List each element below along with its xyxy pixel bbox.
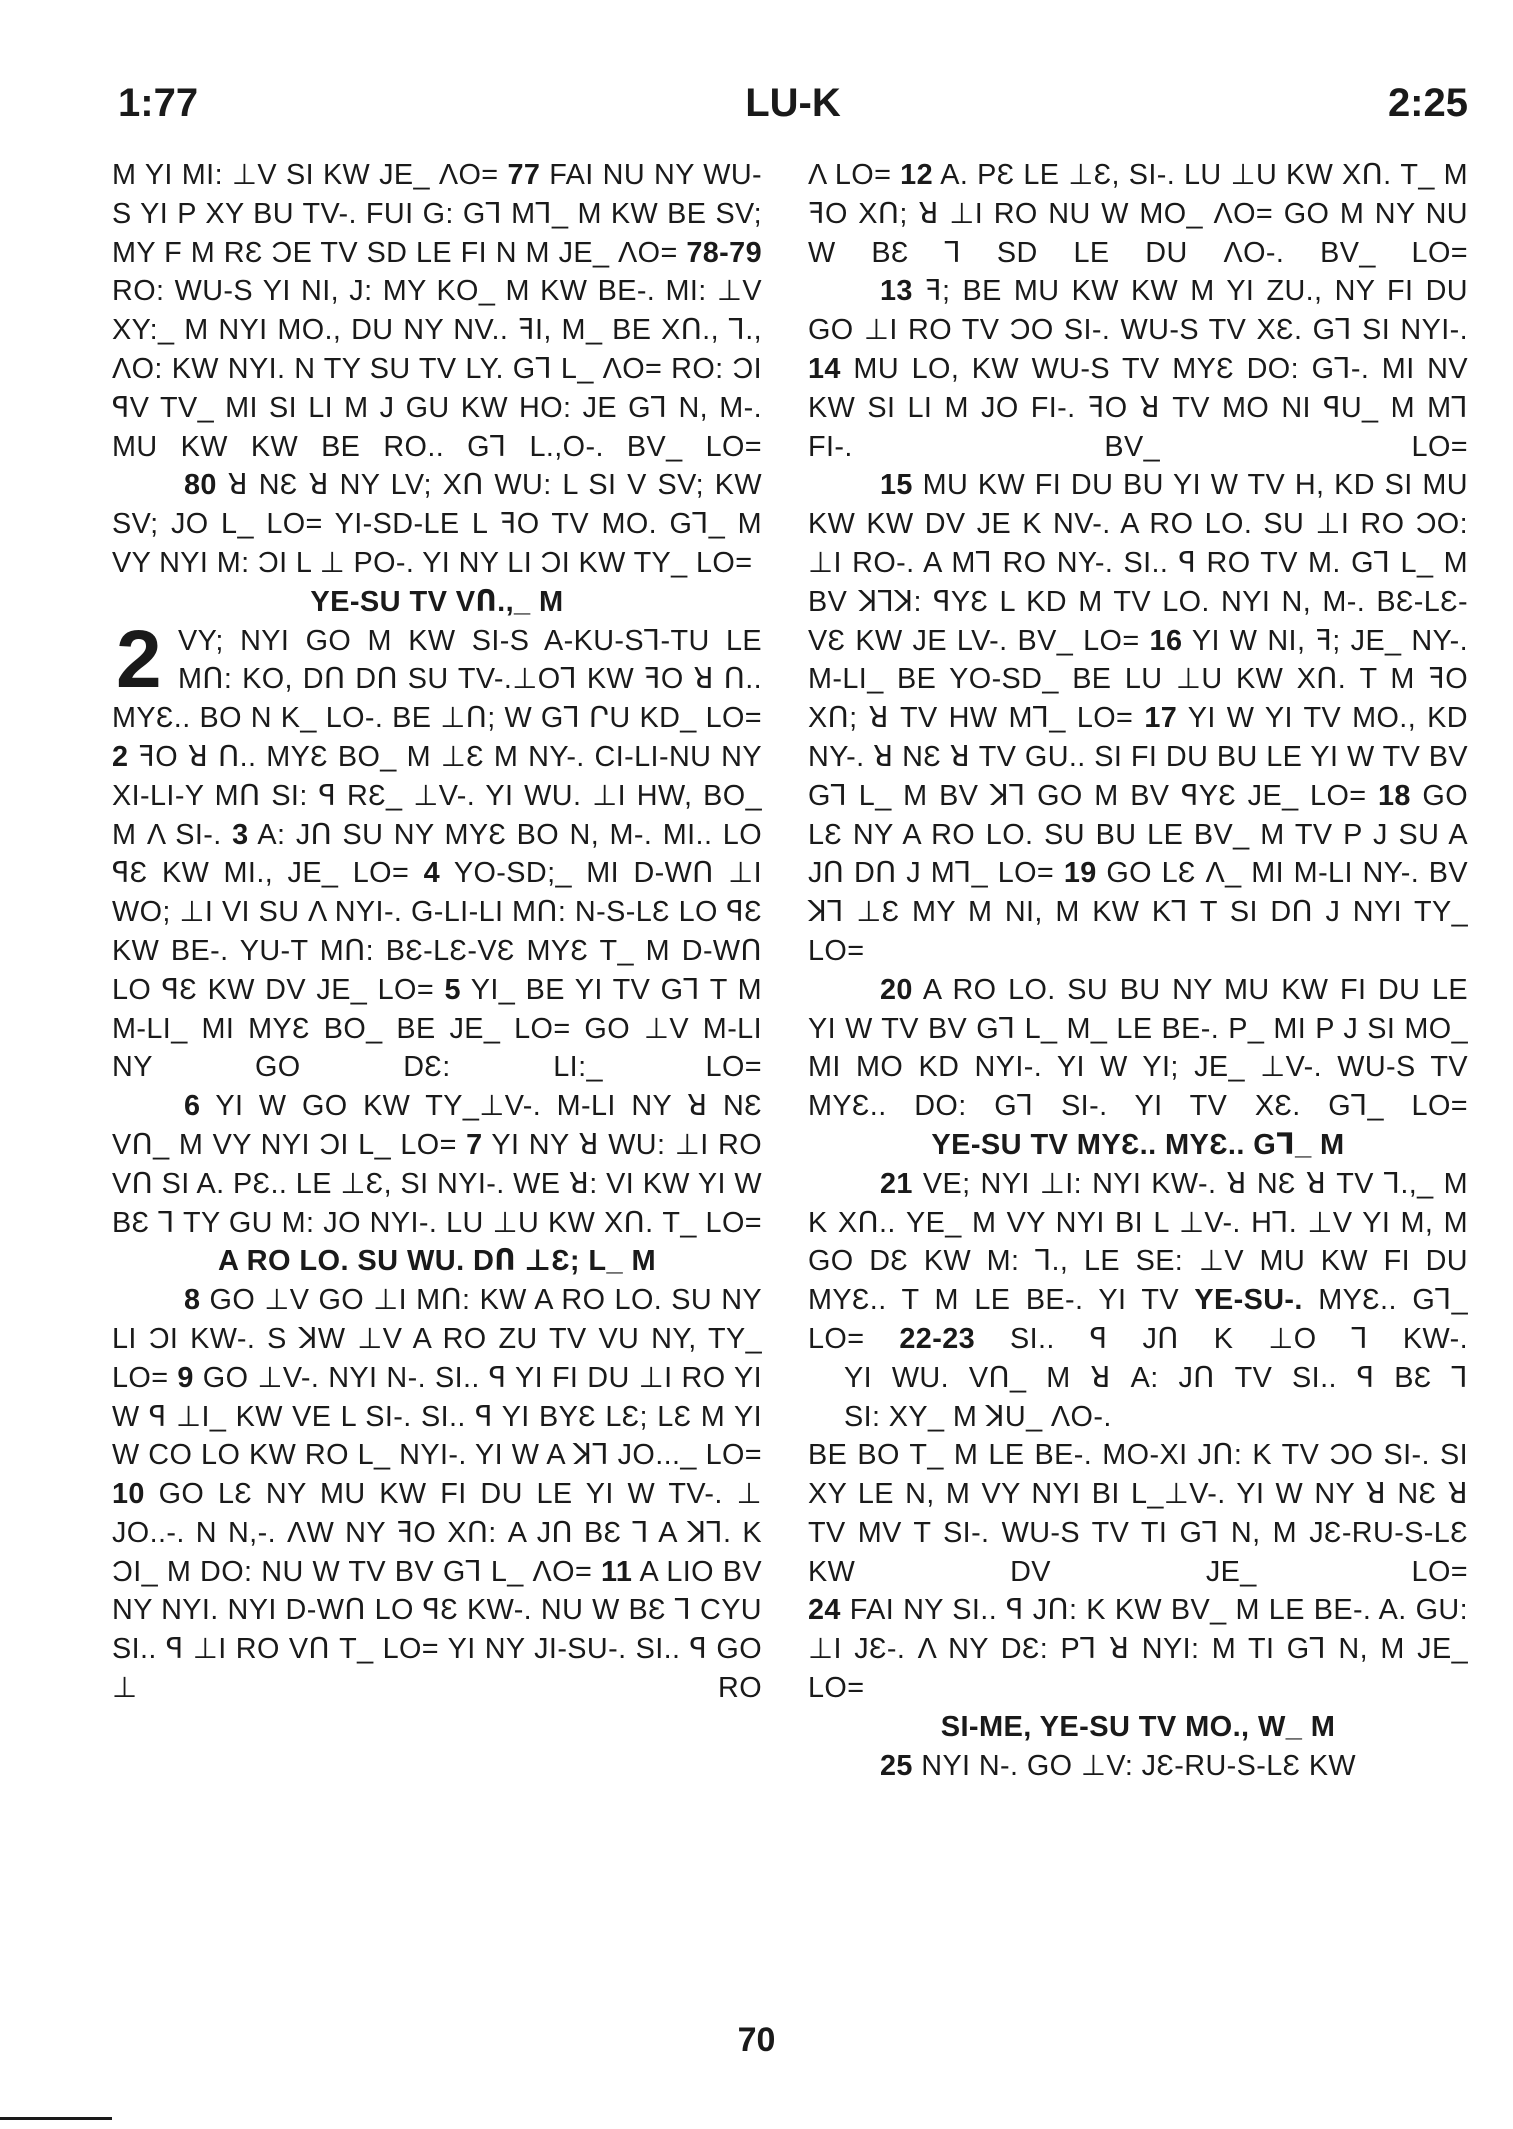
chapter-2-block [112,613,763,1088]
verse-number: 3 [232,818,249,851]
text-run: MU KW FI DU BU YI W TV H, KD SI MU KW KW DV JE K NV-. A RO LO. SU ⊥I RO ƆO: ⊥I RO-. A MꞀ RO NY-. SI.. ꟼ RO TV M. GꞀ L_ M BV ꓘ⅂ꓘ: ꟼYƐ L KD M TV LO. NYI N, M-. BƐ-LƐ-VƐ KW JE LV-. BV_ LO= [808,469,1468,657]
text-run: YI W NI, ꟻ; JE_ NY-. M-LI_ BE YO-SD_ BE LU ⊥U KW XՈ. T M ꟻO XՈ; ꓤ TV HW MꞀ_ LO= [808,624,1468,735]
verse-number: 25 [880,1749,913,1782]
text-run: YI_ BE YI TV GꞀ T M M-LI_ MI MYƐ BO_ BE JE_ LO= GO ⊥V M-LI NY GO DƐ: LI:_ LO= [112,973,763,1084]
paragraph [112,156,762,466]
verse-number: 14 [808,352,841,385]
section-heading: SI-ME, YE-SU TV MO., W_ M [940,1710,1336,1743]
right-text-column [808,156,1468,1785]
paragraph [808,1436,1468,1591]
verse-number: 78-79 [686,236,762,269]
verse-number: 4 [423,857,440,890]
page-header [118,78,1468,128]
verse-number: 80 [184,469,217,502]
paragraph [808,1747,1468,1786]
chapter-verse-end: 2:25 [1387,81,1468,125]
text-run: YI W GO KW TY_⊥V-. M-LI NY ꓤ NƐ VՈ_ M VY NYI ƆI L_ LO= [112,1090,762,1161]
verse-number: 20 [880,973,913,1006]
verse-number: 8 [184,1284,201,1317]
paragraph [112,613,763,1088]
poetry-line: YI WU. VՈ_ M ꓤ A: JՈ TV SI.. ꟼ BƐ Ꞁ [844,1361,1468,1394]
verse-number: 17 [1144,702,1178,735]
text-run: YI W YI TV MO., KD NY-. ꓤ NƐ ꓤ TV GU.. SI FI DU BU LE YI W TV BV GꞀ L_ M BV ꓘꞀ GO M BV ꟼYƐ JE_ LO= [808,702,1468,812]
text-run: ꓤ NƐ ꓤ NY LV; XՈ WU: L SI V SV; KW SV; JO L_ LO= YI-SD-LE L ꟻO TV MO. GꞀ_ M VY NYI M: ƆI L ⊥ PO-. YI NY LI ƆI KW TY_ LO= [112,469,762,579]
verse-number: 22-23 [899,1322,976,1355]
section-heading: YE-SU TV MYƐ.. MYƐ.. GꞀ_ M [931,1128,1345,1161]
footer-rule [0,2117,112,2120]
paragraph [808,1165,1468,1359]
verse-number: 9 [177,1361,194,1394]
text-run: VY; NYI GO M KW SI-S A-KU-SꞀ-TU LE MՈ: KO, DՈ DՈ SU TV-.⊥OꞀ KW ꟻO ꓤ Ո.. MYƐ.. BO N K_ LO-. BE ⊥Ո; W GꞀ ՐU KD_ LO= [112,624,762,735]
paragraph [808,156,1468,272]
text-run: YI NY ꓤ WU: ⊥I RO VՈ SI A. PƐ.. LE ⊥Ɛ, SI NYI-. WE ꓤ: VI KW YI W BƐ Ꞁ TY GU M: JO NYI-. LU ⊥U KW XՈ. T_ LO= [112,1128,762,1239]
paragraph [112,1281,762,1708]
verse-number: 2 [112,740,129,773]
section-heading: A RO LO. SU WU. DՈ ⊥Ɛ; L_ M [217,1245,657,1278]
text-run: YO-SD;_ MI D-WՈ ⊥I WO; ⊥I VI SU Λ NYI-. G-LI-LI MՈ: N-S-LƐ LO ꟼƐ KW BE-. YU-T MՈ: BƐ-LƐ-VƐ MYƐ T_ M D-WՈ LO ꟼƐ KW DV JE_ LO= [112,857,763,1006]
text-run: MYƐ.. GꞀ_ LO= [808,1284,1468,1355]
left-text-column [112,156,762,1708]
text-run: VE; NYI ⊥I: NYI KW-. ꓤ NƐ ꓤ TV Ꞁ.,_ M K XՈ.. YE_ M VY NYI BI L ⊥V-. HꞀ. ⊥V YI M, M GO DƐ KW M: Ꞁ., LE SE: ⊥V MU KW FI DU MYƐ.. T M LE BE-. YI TV [808,1167,1468,1317]
chapter-number: 2 [116,613,163,705]
text-run: ꟻ; BE MU KW KW M YI ZU., NY FI DU GO ⊥I RO TV ƆO SI-. WU-S TV XƐ. GꞀ SI NYI-. [808,275,1468,347]
verse-number: 6 [184,1090,201,1123]
book-title: LU-K [745,81,841,125]
paragraph [808,466,1468,970]
verse-number: 15 [880,469,913,502]
text-run: GO LƐ NY A RO LO. SU BU LE BV_ M TV P J SU A JՈ DՈ J MꞀ_ LO= [808,779,1469,890]
page-number: 70 [737,2021,776,2059]
verse-number: 19 [1063,857,1097,890]
text-run: GO ⊥V GO ⊥I MՈ: KW A RO LO. SU NY LI ƆI KW-. S ꓘW ⊥V A RO ZU TV VU NY, TY_ LO= [112,1284,762,1394]
text-run: A LIO BV NY NYI. NYI D-WՈ LO ꟼƐ KW-. NU W BƐ Ꞁ CYU SI.. ꟼ ⊥I RO VՈ T_ LO= YI NY JI-SU-. SI.. ꟼ GO ⊥ RO [112,1555,762,1705]
verse-number: 12 [900,159,934,191]
text-run: BE BO T_ M LE BE-. MO-XI JՈ: K TV ƆO SI-. SI XY LE N, M VY NYI BI L_⊥V-. YI W NY ꓤ NƐ ꓤ TV MV T SI-. WU-S TV TI GꞀ N, M JƐ-RU-S-LƐ KW DV JE_ LO= [808,1439,1468,1588]
verse-number: 77 [507,159,541,191]
text-run: MU LO, KW WU-S TV MYƐ DO: GꞀ-. MI NV KW SI LI M JO FI-. ꟻO ꓤ TV MO NI ꟼU_ M MꞀ FI-. BV_ LO= [808,352,1468,463]
paragraph [808,971,1468,1126]
paragraph [112,466,762,582]
verse-number: 5 [444,973,461,1006]
verse-number: 18 [1378,779,1411,812]
section-heading: YE-SU TV VՈ.,_ M [310,585,564,618]
text-run: FAI NU NY WU-S YI P XY BU TV-. FUI G: GꞀ MꞀ_ M KW BE SV; MY F M RƐ ƆE TV SD LE FI N M JE_ ΛO= [112,159,763,269]
paragraph [808,1591,1468,1707]
text-run: SI.. ꟼ JՈ K ⊥O Ꞁ KW-. [975,1322,1468,1355]
text-run: RO: WU-S YI NI, J: MY KO_ M KW BE-. MI: ⊥V XY:_ M NYI MO., DU NY NV.. ꟻI, M_ BE XՈ., Ꞁ., ΛO: KW NYI. N TY SU TV LY. GꞀ L_ ΛO= RO: ƆI ꟼV TV_ MI SI LI M J GU KW HO: JE GꞀ N, M-. MU KW KW BE RO.. GꞀ L.,O-. BV_ LO= [112,275,762,463]
text-run: ꟻO ꓤ Ո.. MYƐ BO_ M ⊥Ɛ M NY-. CI-LI-NU NY XI-LI-Y MՈ SI: ꟼ RƐ_ ⊥V-. YI WU. ⊥I HW, BO_ M Λ SI-. [112,740,762,851]
verse-number: 10 [112,1478,145,1511]
verse-number: 11 [601,1555,633,1588]
verse-number: 24 [808,1594,841,1627]
verse-number: 16 [1149,624,1183,657]
verse-number: 7 [466,1128,483,1161]
paragraph [808,272,1468,466]
text-run: GO LƐ Λ_ MI M-LI NY-. BV ꓘ⅂ ⊥Ɛ MY M NI, M KW KꞀ T SI DՈ J NYI TY_ LO= [808,857,1468,967]
verse-number: 13 [880,275,913,308]
text-run: A RO LO. SU BU NY MU KW FI DU LE YI W TV BV GꞀ L_ M_ LE BE-. P_ MI P J SI MO_ MI MO KD NYI-. YI W YI; JE_ ⊥V-. WU-S TV MYƐ.. DO: GꞀ SI-. YI TV XƐ. GꞀ_ LO= [808,973,1468,1123]
poetry-line: SI: XY_ M ꓘU_ ΛO-. [844,1400,1112,1433]
paragraph [112,1087,762,1242]
text-run: A. PƐ LE ⊥Ɛ, SI-. LU ⊥U KW XՈ. T_ M ꟻO XՈ; ꓤ ⊥I RO NU W MO_ ΛO= GO M NY NU W BƐ Ꞁ SD LE DU ΛO-. BV_ LO= [808,159,1468,269]
text-run: FAI NY SI.. ꟼ JՈ: K KW BV_ M LE BE-. A. GU: ⊥I JƐ-. Λ NY DƐ: PꞀ ꓤ NYI: M TI GꞀ N, M JE_ LO= [808,1594,1468,1705]
chapter-verse-start: 1:77 [118,81,199,125]
text-run: A: JՈ SU NY MYƐ BO N, M-. MI.. LO ꟼƐ KW MI., JE_ LO= [112,818,762,890]
text-run: Λ LO= [808,159,901,191]
text-run: GO LƐ NY MU KW FI DU LE YI W TV-. ⊥ JO..-. N N,-. ΛW NY ꟻO XՈ: A JՈ BƐ Ꞁ A ꓘꞀ. K ƆI_ M DO: NU W TV BV GꞀ L_ ΛO= [112,1478,762,1588]
bold-name: YE-SU-. [1194,1284,1303,1317]
text-run: M YI MI: ⊥V SI KW JE_ ΛO= [112,159,508,191]
verse-number: 21 [880,1167,913,1200]
text-run: GO ⊥V-. NYI N-. SI.. ꟼ YI FI DU ⊥I RO YI W ꟼ ⊥I_ KW VE L SI-. SI.. ꟼ YI BYƐ LƐ; LƐ M YI W CO LO KW RO L_ NYI-. YI W A ꓘꞀ JO..._ LO= [112,1361,762,1472]
text-run: NYI N-. GO ⊥V: JƐ-RU-S-LƐ KW [912,1749,1357,1782]
